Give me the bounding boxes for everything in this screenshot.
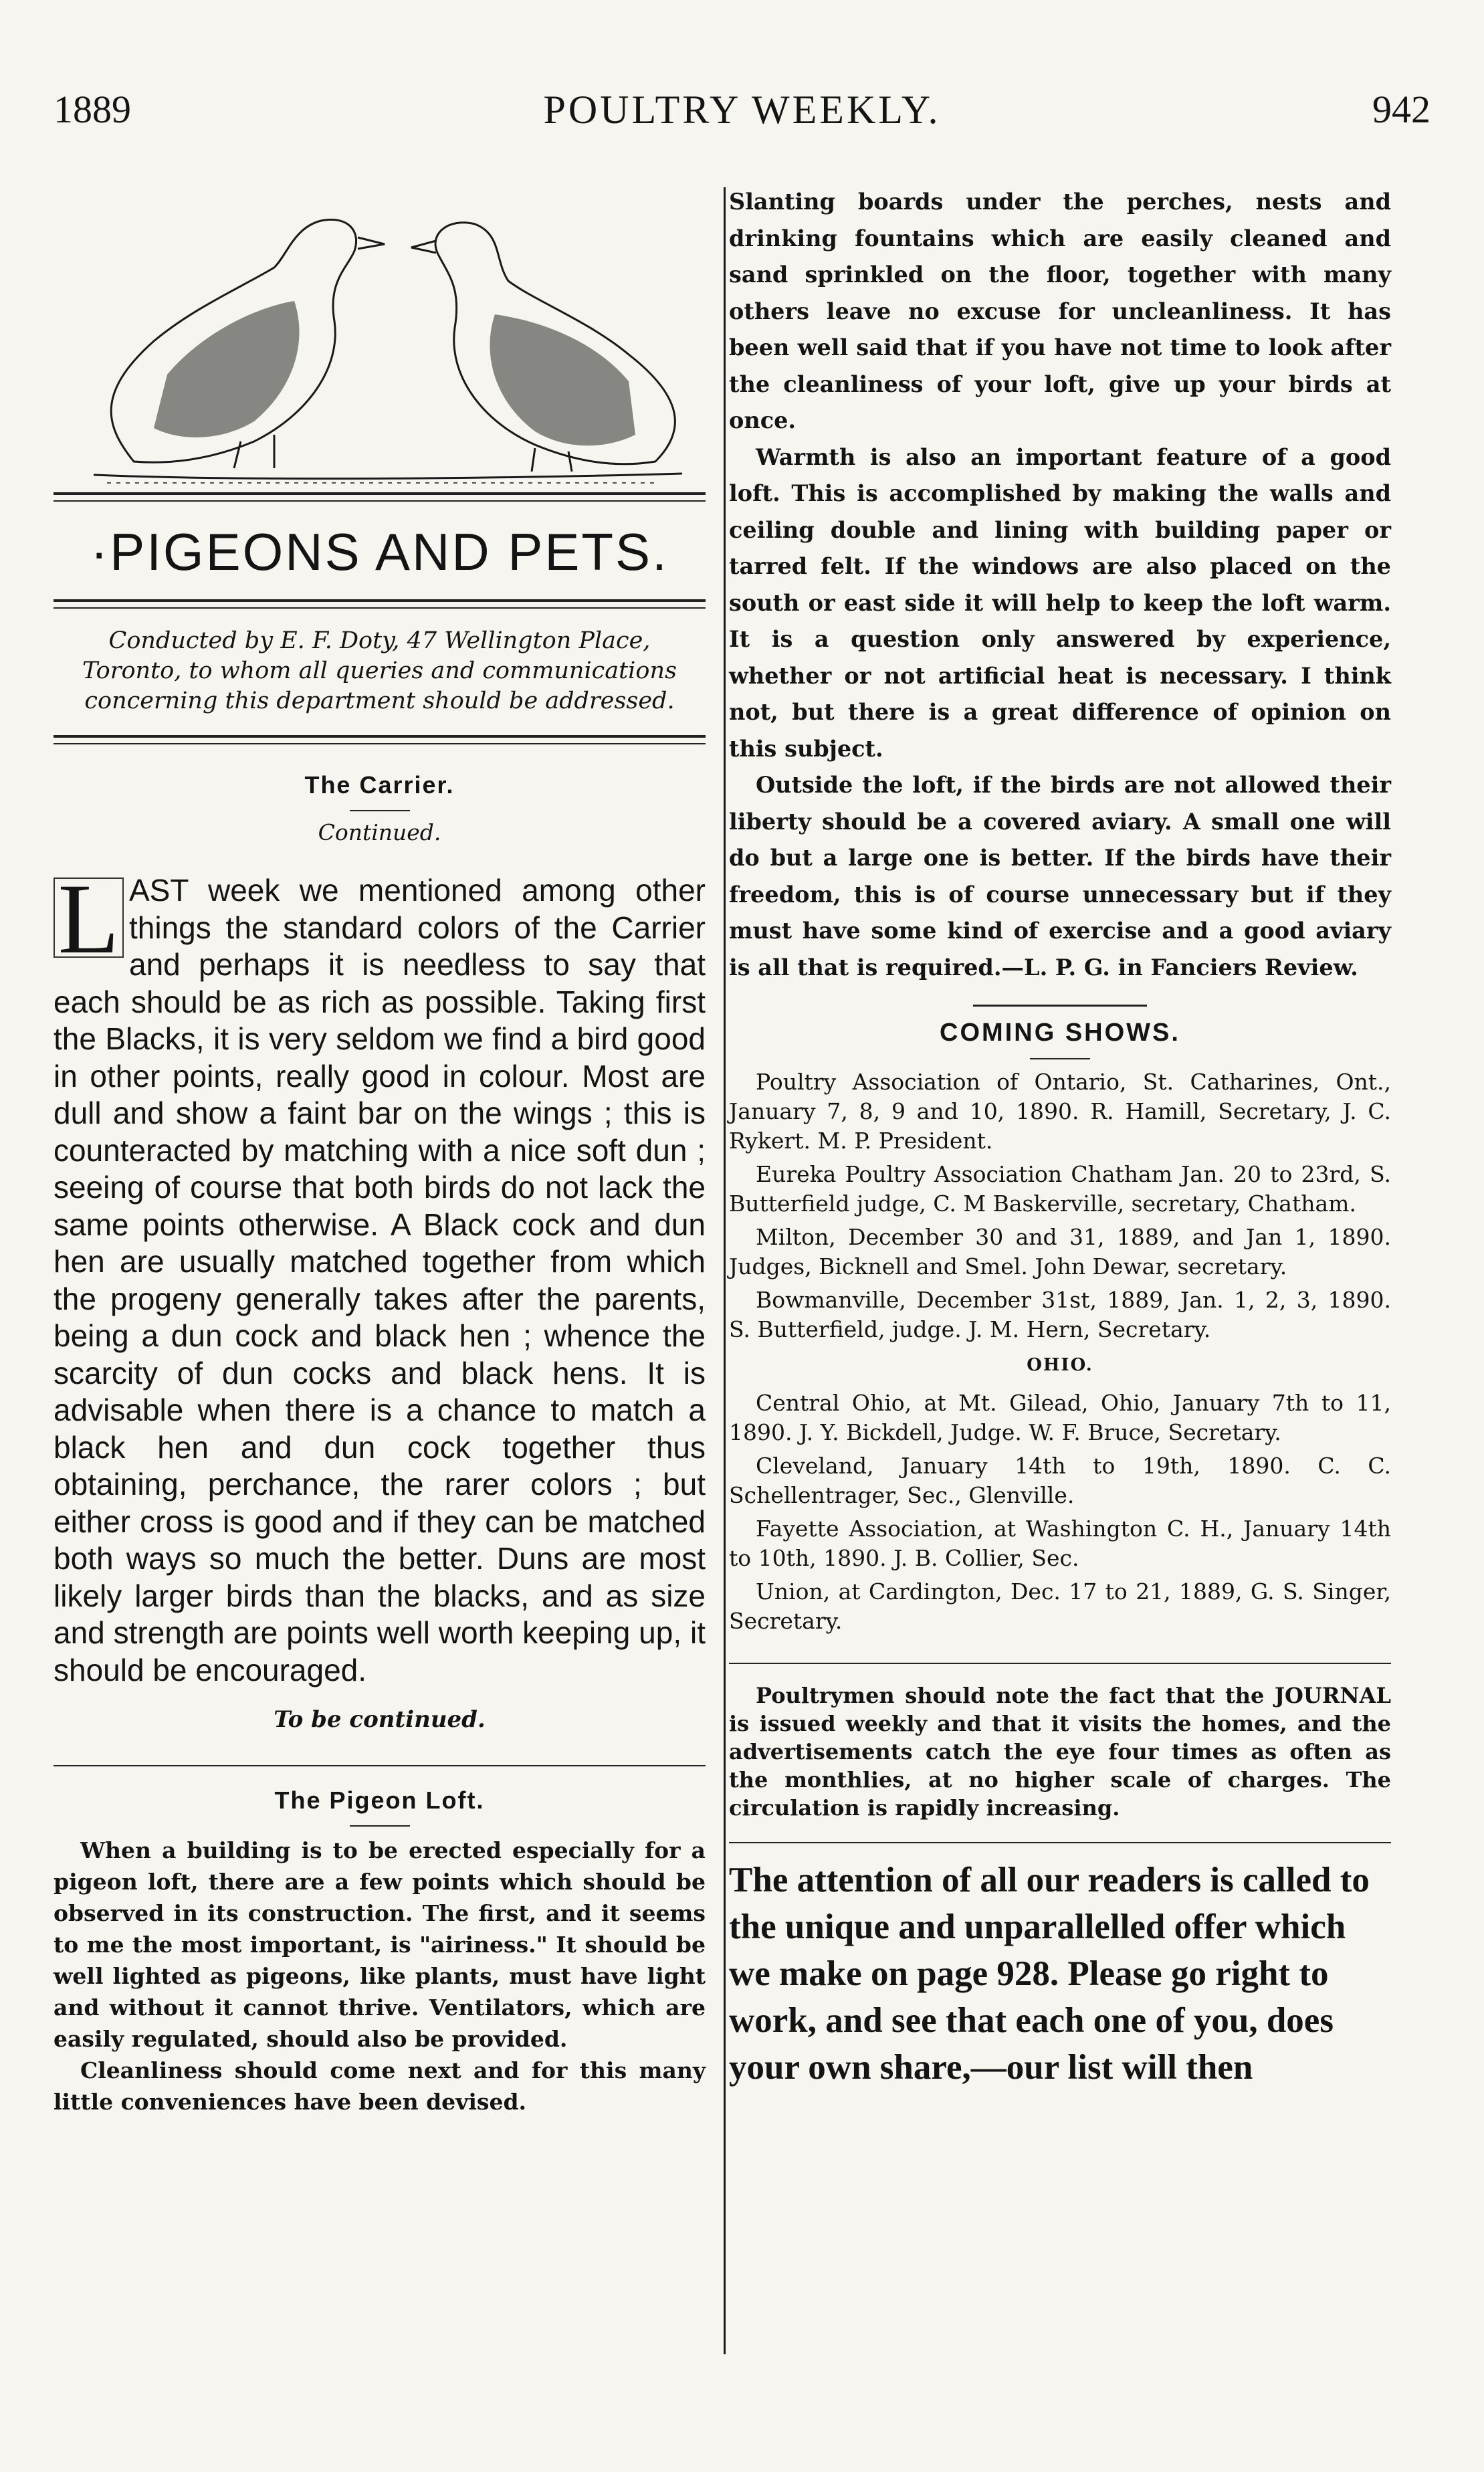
pigeon-loft-paragraph: When a building is to be erected especially for a pigeon loft, there are a few points which should be observed in its construction. The first, and it seems to me the most important, is "airiness." It should be well lighted as pigeons, like plants, must have light and without it cannot thrive. Ventilators, which are easily regulated, should also be provided. bbox=[54, 1837, 706, 2052]
to-be-continued: To be continued. bbox=[274, 1706, 486, 1733]
header-page-number: 942 bbox=[1372, 88, 1430, 131]
carrier-article-body bbox=[54, 863, 706, 1689]
loft-continued-paragraph: Slanting boards under the perches, nests and drinking fountains which are easily cleaned and sand sprinkled on the floor, together with many others leave no excuse for uncleanliness. It has been well said that if you have not time to look after the cleanliness of your loft, give up your birds at once. bbox=[729, 189, 1391, 433]
attention-rule bbox=[729, 1842, 1391, 1843]
attention-notice: The attention of all our readers is called to the unique and unparallelled offer which we make on page 928. Please go right to work, and see that each one of you, does your own share,—our list will then bbox=[729, 1861, 1370, 2087]
carrier-article-text: AST week we mentioned among other things the standard colors of the Carrier and perhaps it is needless to say that each should be as rich as possible. Taking first the Blacks, it is very seldom we find a bird good in other points, really good in colour. Most are dull and show a faint bar on the wings ; this is counteracted by matching with a nice soft dun ; seeing of course that both birds do not lack the same points otherwise. A Black cock and dun hen are usually matched together from which the progeny generally takes after the parents, being a dun cock and black hen ; whence the scarcity of dun cocks and black hens. It is advisable when there is a chance to match a black hen and dun cock together thus obtaining, perchance, the rarer colors ; but either cross is good and if they can be matched both ways so much the better. Duns are most likely larger birds than the blacks, and as size and strength are points well worth keeping up, it should be encouraged. bbox=[54, 873, 706, 1687]
notice-rule bbox=[729, 1663, 1391, 1664]
show-entry: Union, at Cardington, Dec. 17 to 21, 1889, G. S. Singer, Secretary. bbox=[729, 1578, 1391, 1634]
left-column bbox=[54, 174, 706, 2118]
show-entry: Bowmanville, December 31st, 1889, Jan. 1, 2, 3, 1890. S. Butterfield, judge. J. M. Hern, Secretary. bbox=[729, 1287, 1391, 1342]
carrier-heading-rule bbox=[350, 810, 410, 811]
rule-under-title bbox=[54, 599, 706, 602]
department-title: ·PIGEONS AND PETS. bbox=[90, 522, 669, 581]
rule-under-title-thin bbox=[54, 607, 706, 609]
ohio-label: OHIO. bbox=[1027, 1355, 1093, 1375]
show-entry: Milton, December 30 and 31, 1889, and Jan 1, 1890. Judges, Bicknell and Smel. John Dewar, secretary. bbox=[729, 1224, 1391, 1279]
pigeons-illustration bbox=[54, 174, 706, 488]
loft-continued-paragraph: Warmth is also an important feature of a good loft. This is accomplished by making the walls and ceiling double and lining with building paper or tarred felt. If the windows are also placed on the south or east side it will help to keep the loft warm. It is a question only answered by experience, whether or not artificial heat is necessary. I think not, but there is a great difference of opinion on this subject. bbox=[729, 443, 1391, 762]
section-separator bbox=[54, 1765, 706, 1766]
show-entry: Poultry Association of Ontario, St. Catharines, Ont., January 7, 8, 9 and 10, 1890. R. Hamill, Secretary, J. C. Rykert. M. P. President. bbox=[729, 1069, 1391, 1154]
running-header bbox=[54, 87, 1430, 147]
show-entry: Eureka Poultry Association Chatham Jan. 20 to 23rd, S. Butterfield judge, C. M Baskerville, secretary, Chatham. bbox=[729, 1161, 1391, 1217]
loft-continued-paragraph: Outside the loft, if the birds are not allowed their liberty should be a covered aviary. A small one will do but a large one is better. If the birds have their freedom, this is of course unnecessary but if they must have some kind of exercise and a good aviary is all that is required.—L. P. G. in Fanciers Review. bbox=[729, 772, 1391, 981]
rule-under-note-thin bbox=[54, 743, 706, 744]
show-entry: Fayette Association, at Washington C. H., January 14th to 10th, 1890. J. B. Collier, Sec. bbox=[729, 1516, 1391, 1571]
circulation-notice: Poultrymen should note the fact that the JOURNAL is issued weekly and that it visits the homes, and the advertisements catch the eye four times as often as the monthlies, at no higher scale of charges. The circulation is rapidly increasing. bbox=[729, 1683, 1391, 1821]
conducted-by-note: Conducted by E. F. Doty, 47 Wellington Place, Toronto, to whom all queries and communications concerning this department should be addressed. bbox=[82, 627, 677, 714]
column-divider bbox=[724, 187, 726, 2354]
right-column bbox=[729, 184, 1391, 2091]
header-year: 1889 bbox=[54, 88, 131, 131]
show-entry: Central Ohio, at Mt. Gilead, Ohio, January 7th to 11, 1890. J. Y. Bickdell, Judge. W. F. Bruce, Secretary. bbox=[729, 1390, 1391, 1445]
rule-under-note bbox=[54, 735, 706, 738]
pigeon-loft-paragraph: Cleanliness should come next and for this many little conveniences have been devised. bbox=[54, 2057, 706, 2115]
pigeon-loft-heading-rule bbox=[350, 1825, 410, 1827]
shows-top-rule bbox=[973, 1005, 1147, 1007]
rule-top-thin bbox=[54, 500, 706, 502]
coming-shows-heading: COMING SHOWS. bbox=[940, 1019, 1180, 1047]
drop-cap: L bbox=[54, 878, 124, 958]
coming-shows-heading-rule bbox=[1030, 1058, 1090, 1059]
pigeon-loft-heading: The Pigeon Loft. bbox=[274, 1786, 485, 1814]
header-title: POULTRY WEEKLY. bbox=[543, 88, 941, 132]
rule-top bbox=[54, 492, 706, 495]
show-entry: Cleveland, January 14th to 19th, 1890. C. C. Schellentrager, Sec., Glenville. bbox=[729, 1453, 1391, 1508]
carrier-continued: Continued. bbox=[318, 819, 441, 845]
carrier-heading: The Carrier. bbox=[304, 771, 455, 799]
